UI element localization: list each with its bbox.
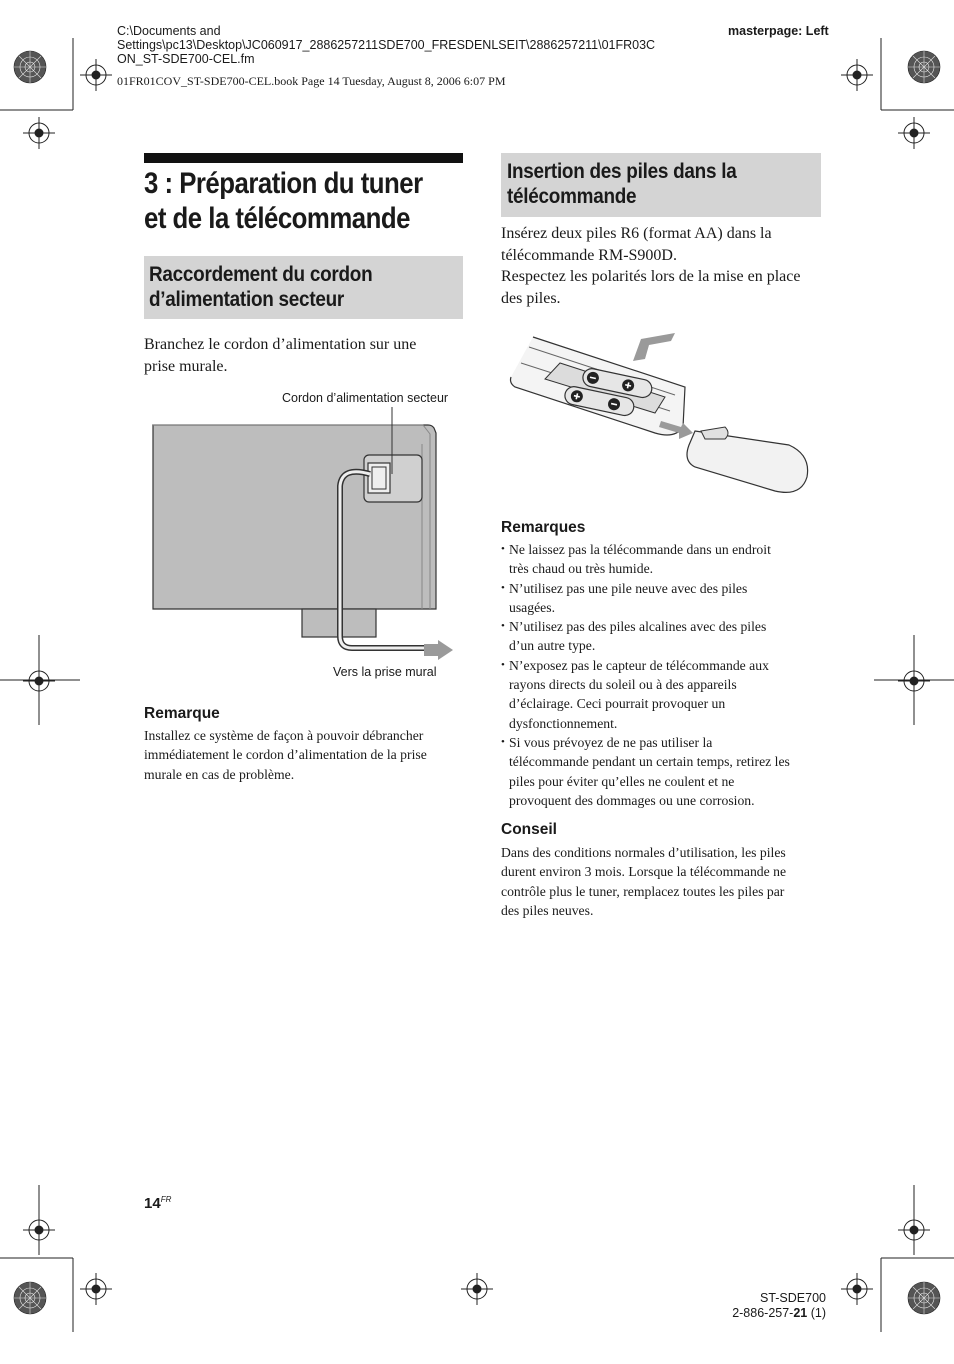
tip-text bbox=[501, 843, 831, 920]
note-line: piles pour éviter qu’elles ne coulent et ne bbox=[509, 773, 735, 789]
file-path-line: ON_ST-SDE700-CEL.fm bbox=[117, 52, 255, 66]
label-power-cord: Cordon d’alimentation secteur bbox=[282, 391, 449, 405]
footer-model-info bbox=[700, 1291, 826, 1321]
note-line: • Si vous prévoyez de ne pas utiliser la bbox=[509, 734, 713, 750]
file-path-line: C:\Documents and bbox=[117, 24, 221, 38]
body-line: des piles. bbox=[501, 289, 561, 307]
section-heading-line: télécommande bbox=[507, 184, 637, 208]
tip-heading: Conseil bbox=[501, 821, 557, 838]
note-line: murale en cas de problème. bbox=[144, 766, 295, 782]
file-path-header bbox=[117, 24, 717, 66]
body-line: Insérez deux piles R6 (format AA) dans la bbox=[501, 225, 772, 242]
note-line: d’éclairage. Ceci pourrait provoquer un bbox=[509, 696, 726, 712]
part-code: 2-886-257-21 (1) bbox=[732, 1306, 826, 1320]
tip-line: durent environ 3 mois. Lorsque la télécommande ne bbox=[501, 864, 787, 880]
section-heading-line: Insertion des piles dans la bbox=[507, 159, 737, 183]
note-line: usagées. bbox=[509, 599, 555, 615]
list-item bbox=[501, 579, 831, 618]
note-line: • N’utilisez pas des piles alcalines avec des piles bbox=[509, 619, 767, 635]
note-line: d’un autre type. bbox=[509, 638, 596, 654]
chapter-rule bbox=[144, 153, 463, 163]
chapter-title-line: et de la télécommande bbox=[144, 202, 410, 235]
note-heading: Remarque bbox=[144, 705, 220, 722]
label-wall-outlet: Vers la prise mural bbox=[333, 665, 437, 679]
tip-line: contrôle plus le tuner, remplacez toutes les piles par bbox=[501, 883, 785, 899]
section-heading-power bbox=[144, 256, 463, 319]
chapter-title bbox=[144, 166, 428, 236]
note-line: • N’utilisez pas une pile neuve avec des piles bbox=[509, 580, 748, 596]
book-info: 01FR01COV_ST-SDE700-CEL.book Page 14 Tuesday, August 8, 2006 6:07 PM bbox=[117, 74, 506, 88]
battery-notes-list bbox=[501, 540, 831, 810]
section-heading-line: d’alimentation secteur bbox=[149, 287, 345, 311]
note-line: provoquent des dommages ou une corrosion. bbox=[509, 792, 755, 808]
tip-line: des piles neuves. bbox=[501, 902, 594, 918]
body-line: télécommande RM-S900D. bbox=[501, 246, 677, 264]
note-line: télécommande pendant un certain temps, retirez les bbox=[509, 754, 790, 770]
battery-instructions bbox=[501, 223, 831, 309]
note-line: dysfonctionnement. bbox=[509, 715, 618, 731]
body-line: Respectez les polarités lors de la mise en place bbox=[501, 268, 801, 285]
chapter-title-line: 3 : Préparation du tuner bbox=[144, 167, 423, 200]
note-line: rayons directs du soleil ou à des appareils bbox=[509, 677, 737, 693]
list-item bbox=[501, 733, 831, 810]
tip-line: Dans des conditions normales d’utilisation, les piles bbox=[501, 845, 786, 860]
body-line: prise murale. bbox=[144, 357, 228, 375]
note-line: immédiatement le cordon d’alimentation de la prise bbox=[144, 747, 427, 763]
power-instructions bbox=[144, 334, 464, 377]
note-line: • Ne laissez pas la télécommande dans un endroit bbox=[509, 542, 771, 557]
list-item bbox=[501, 617, 831, 656]
section-heading-batteries bbox=[501, 153, 821, 217]
page-number-value: 14 bbox=[144, 1195, 161, 1212]
remote-battery-illustration bbox=[505, 327, 815, 502]
file-path-line: Settings\pc13\Desktop\JC060917_2886257211SDE700_FRESDENLSEIT\2886257211\01FR03C bbox=[117, 38, 656, 52]
page-number bbox=[144, 1195, 171, 1212]
note-line: • N’exposez pas le capteur de télécommande aux bbox=[509, 657, 769, 673]
model-number: ST-SDE700 bbox=[759, 1291, 826, 1305]
notes-heading: Remarques bbox=[501, 519, 586, 536]
body-line: Branchez le cordon d’alimentation sur une bbox=[144, 336, 417, 353]
section-heading-line: Raccordement du cordon bbox=[149, 262, 373, 286]
list-item bbox=[501, 656, 831, 733]
note-line: Installez ce système de façon à pouvoir débrancher bbox=[144, 728, 424, 743]
page-number-suffix: FR bbox=[160, 1195, 172, 1204]
note-line: très chaud ou très humide. bbox=[509, 561, 654, 577]
list-item bbox=[501, 540, 831, 579]
tuner-power-illustration bbox=[148, 404, 468, 664]
note-text bbox=[144, 726, 474, 784]
masterpage-label: masterpage: Left bbox=[728, 24, 829, 38]
